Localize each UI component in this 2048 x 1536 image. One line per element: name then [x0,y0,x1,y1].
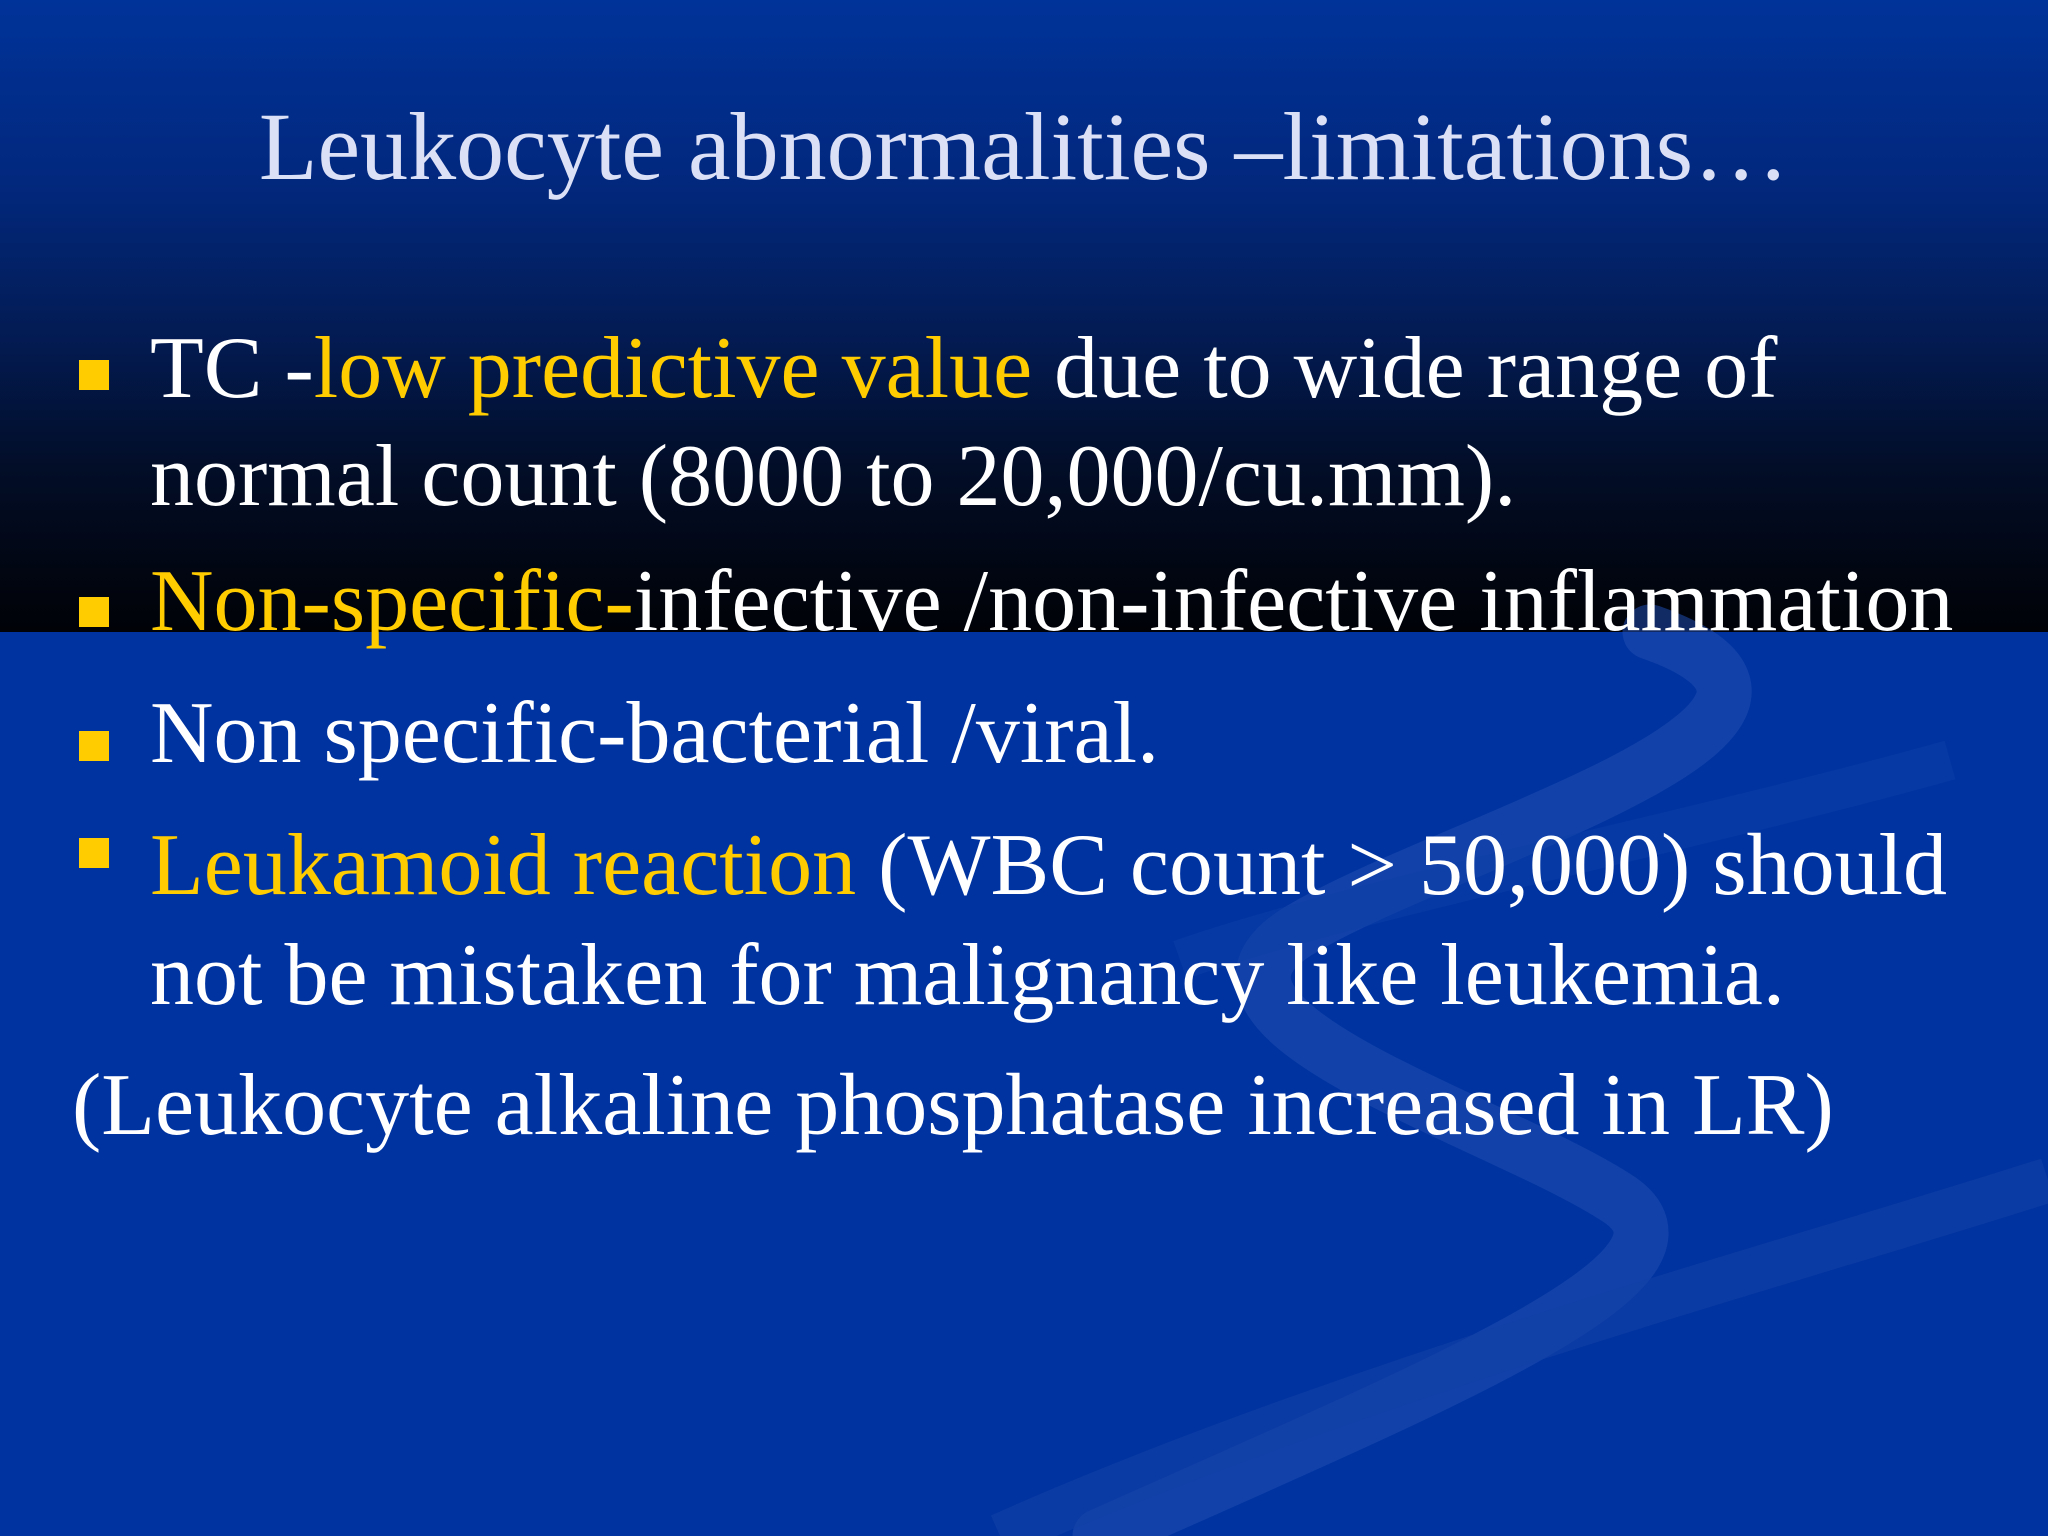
bullet-line [150,680,1159,788]
line-text: (WBC count > 50,000) should [856,817,1948,914]
line-text: normal count (8000 to 20,000/cu.mm). [150,428,1517,525]
footnote-lap: (Leukocyte alkaline phosphatase increased in LR) [72,1057,1834,1154]
bullet-line [150,423,1516,531]
line-text: infective /non-infective inflammation [633,553,1954,650]
square-bullet-icon [79,597,109,627]
line-text: due to wide range of [1032,320,1778,417]
square-bullet-icon [79,838,109,868]
highlighted-text: low predictive value [313,320,1033,417]
square-bullet-icon [79,360,109,390]
line-text: not be mistaken for malignancy like leukemia. [150,927,1785,1024]
line-text: TC - [150,320,314,417]
line-text: Non specific-bacterial /viral. [150,685,1160,782]
bullet-line [150,548,1953,656]
bullet-line [150,812,1947,920]
highlighted-text: Leukamoid reaction [150,817,857,914]
square-bullet-icon [79,731,109,761]
bullet-line [150,922,1785,1030]
bullet-line [150,315,1777,423]
highlighted-text: Non-specific- [150,553,634,650]
slide-title: Leukocyte abnormalities –limitations… [258,93,1790,200]
